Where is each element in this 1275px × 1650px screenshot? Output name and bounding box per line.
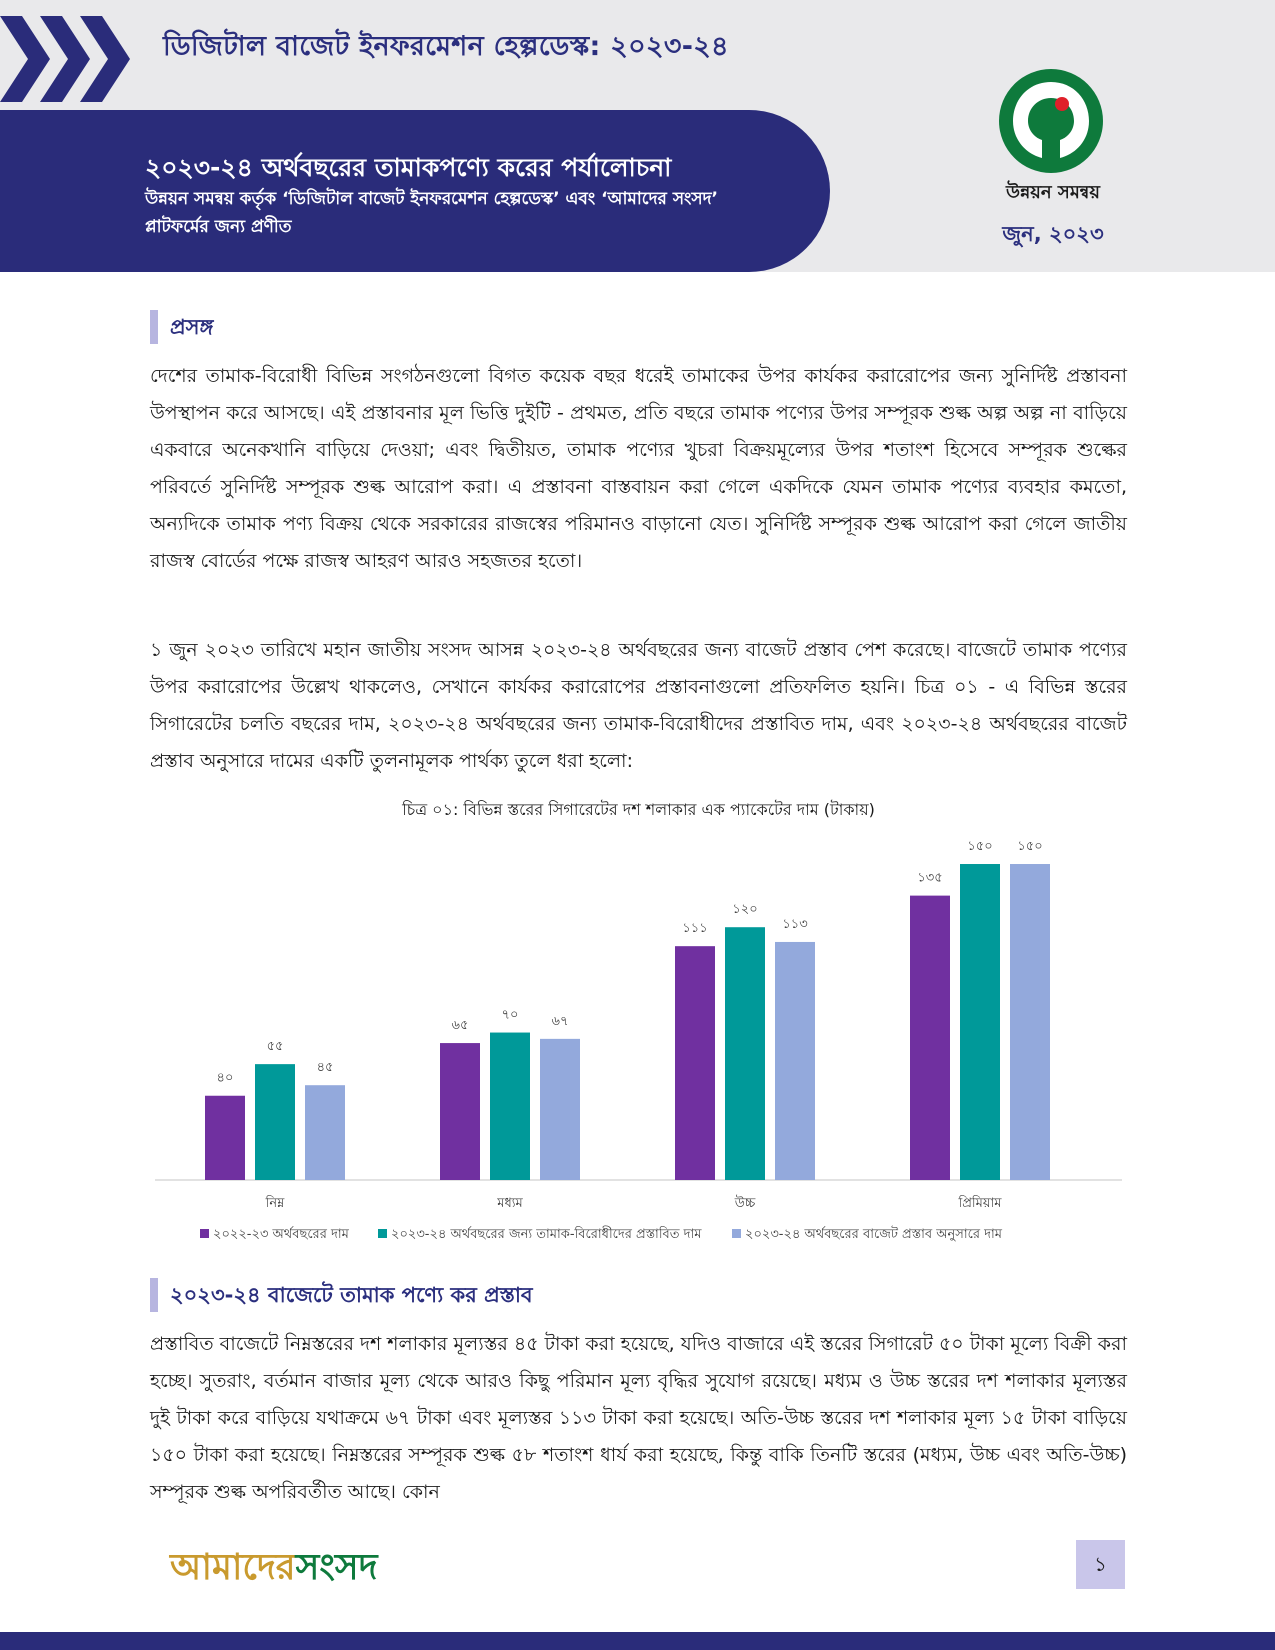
bar-0-2 [305, 1085, 345, 1180]
data-label-1-2: ৬৭ [551, 1013, 569, 1029]
bar-2-0 [675, 946, 715, 1180]
bar-1-0 [440, 1043, 480, 1180]
category-label-0: নিম্ন [265, 1196, 285, 1211]
price-bar-chart [150, 825, 1127, 1255]
legend-label-0: ২০২২-২৩ অর্থবছরের দাম [213, 1227, 349, 1242]
data-label-0-1: ৫৫ [266, 1039, 284, 1055]
chart-caption: চিত্র ০১: বিভিন্ন স্তরের সিগারেটের দশ শলাকার এক প্যাকেটের দাম (টাকায়) [402, 800, 875, 819]
category-label-1: মধ্যম [497, 1196, 523, 1211]
section-heading-context: প্রসঙ্গ [150, 310, 213, 344]
chevron-arrows-icon [0, 16, 140, 102]
data-label-1-1: ৭০ [501, 1007, 519, 1023]
bar-2-2 [775, 942, 815, 1180]
data-label-0-2: ৪৫ [316, 1060, 334, 1076]
footer-logo-part1: আমাদের [170, 1546, 296, 1588]
category-label-2: উচ্চ [734, 1196, 756, 1211]
bar-3-0 [910, 896, 950, 1180]
section-heading-budget: ২০২৩-২৪ বাজেটে তামাক পণ্যে কর প্রস্তাব [150, 1278, 533, 1312]
data-label-3-1: ১৫০ [967, 839, 993, 855]
page-title: ডিজিটাল বাজেট ইনফরমেশন হেল্পডেস্ক: ২০২৩-২৪ [163, 31, 729, 62]
paragraph-context-2: ১ জুন ২০২৩ তারিখে মহান জাতীয় সংসদ আসন্ন ২০২৩-২৪ অর্থবছরের জন্য বাজেট প্রস্তাব পেশ করেছে। বাজেটে তামাক পণ্যের উপর করারোপের উল্লেখ থাকলেও, সেখানে কার্যকর করারোপের প্রস্তাবনাগুলো প্রতিফলিত হয়নি। চিত্র ০১ - এ বিভিন্ন স্তরের সিগারেটের চলতি বছরের দাম, ২০২৩-২৪ অর্থবছরের জন্য তামাক-বিরোধীদের প্রস্তাবিত দাম, এবং ২০২৩-২৪ অর্থবছরের বাজেট প্রস্তাব অনুসারে দামের একটি তুলনামূলক পার্থক্য তুলে ধরা হলো: [150, 639, 1127, 772]
bar-0-1 [255, 1064, 295, 1180]
data-label-1-0: ৬৫ [451, 1018, 469, 1034]
org-name: উন্নয়ন সমন্বয় [1006, 182, 1100, 203]
bar-2-1 [725, 927, 765, 1180]
legend-swatch-2 [732, 1229, 741, 1238]
data-label-3-0: ১৩৫ [917, 870, 943, 886]
legend-label-1: ২০২৩-২৪ অর্থবছরের জন্য তামাক-বিরোধীদের প্রস্তাবিত দাম [391, 1227, 702, 1242]
paragraph-context-1: দেশের তামাক-বিরোধী বিভিন্ন সংগঠনগুলো বিগত কয়েক বছর ধরেই তামাকের উপর কার্যকর করারোপের জন্য সুনির্দিষ্ট প্রস্তাবনা উপস্থাপন করে আসছে। এই প্রস্তাবনার মূল ভিত্তি দুইটি - প্রথমত, প্রতি বছরে তামাক পণ্যের উপর সম্পূরক শুল্ক অল্প অল্প না বাড়িয়ে একবারে অনেকখানি বাড়িয়ে দেওয়া; এবং দ্বিতীয়ত, তামাক পণ্যের খুচরা বিক্রয়মূল্যের উপর শতাংশ হিসেবে সম্পূরক শুল্কের পরিবর্তে সুনির্দিষ্ট সম্পূরক শুল্ক আরোপ করা। এ প্রস্তাবনা বাস্তবায়ন করা গেলে একদিকে যেমন তামাক পণ্যের ব্যবহার কমতো, অন্যদিকে তামাক পণ্য বিক্রয় থেকে সরকারের রাজস্বের পরিমানও বাড়ানো যেত। সুনির্দিষ্ট সম্পূরক শুল্ক আরোপ করা গেলে জাতীয় রাজস্ব বোর্ডের পক্ষে রাজস্ব আহরণ আরও সহজতর হতো। [150, 365, 1127, 572]
data-label-0-0: ৪০ [216, 1070, 234, 1086]
bar-0-0 [205, 1096, 245, 1180]
footer-band [0, 1632, 1275, 1650]
amader-sangsad-logo [170, 1540, 378, 1600]
bar-3-1 [960, 864, 1000, 1180]
bar-1-2 [540, 1039, 580, 1180]
legend-swatch-1 [378, 1229, 387, 1238]
legend-label-2: ২০২৩-২৪ অর্থবছরের বাজেট প্রস্তাব অনুসারে দাম [745, 1227, 1002, 1242]
data-label-2-2: ১১৩ [782, 916, 808, 932]
page-number: ১ [1076, 1540, 1125, 1589]
footer-logo-part2: সংসদ [295, 1546, 378, 1588]
data-label-2-1: ১২০ [732, 902, 758, 918]
banner-title: ২০২৩-২৪ অর্থবছরের তামাকপণ্যে করের পর্যালোচনা [145, 153, 672, 182]
unnayan-shamannay-logo-icon [996, 66, 1106, 176]
paragraph-budget: প্রস্তাবিত বাজেটে নিম্নস্তরের দশ শলাকার মূল্যস্তর ৪৫ টাকা করা হয়েছে, যদিও বাজারে এই স্তরের সিগারেট ৫০ টাকা মূল্যে বিক্রী করা হচ্ছে। সুতরাং, বর্তমান বাজার মূল্য থেকে আরও কিছু পরিমান মূল্য বৃদ্ধির সুযোগ রয়েছে। মধ্যম ও উচ্চ স্তরের দশ শলাকার মূল্যস্তর দুই টাকা করে বাড়িয়ে যথাক্রমে ৬৭ টাকা এবং মূল্যস্তর ১১৩ টাকা করা হয়েছে। অতি-উচ্চ স্তরের দশ শলাকার মূল্য ১৫ টাকা বাড়িয়ে ১৫০ টাকা করা হয়েছে। নিম্নস্তরের সম্পূরক শুল্ক ৫৮ শতাংশ ধার্য করা হয়েছে, কিন্তু বাকি তিনটি স্তরের (মধ্যম, উচ্চ এবং অতি-উচ্চ) সম্পূরক শুল্ক অপরিবর্তীত আছে। কোন [150, 1333, 1127, 1503]
legend-swatch-0 [200, 1229, 209, 1238]
bar-1-1 [490, 1033, 530, 1180]
publication-date: জুন, ২০২৩ [1002, 222, 1104, 246]
banner-subtitle: উন্নয়ন সমন্বয় কর্তৃক ‘ডিজিটাল বাজেট ইনফরমেশন হেল্পডেস্ক’ এবং ‘আমাদের সংসদ’ প্লাটফর্মের জন্য প্রণীত [145, 189, 718, 237]
data-label-3-2: ১৫০ [1017, 839, 1043, 855]
bar-3-2 [1010, 864, 1050, 1180]
category-label-3: প্রিমিয়াম [958, 1196, 1002, 1211]
data-label-2-0: ১১১ [682, 921, 708, 937]
